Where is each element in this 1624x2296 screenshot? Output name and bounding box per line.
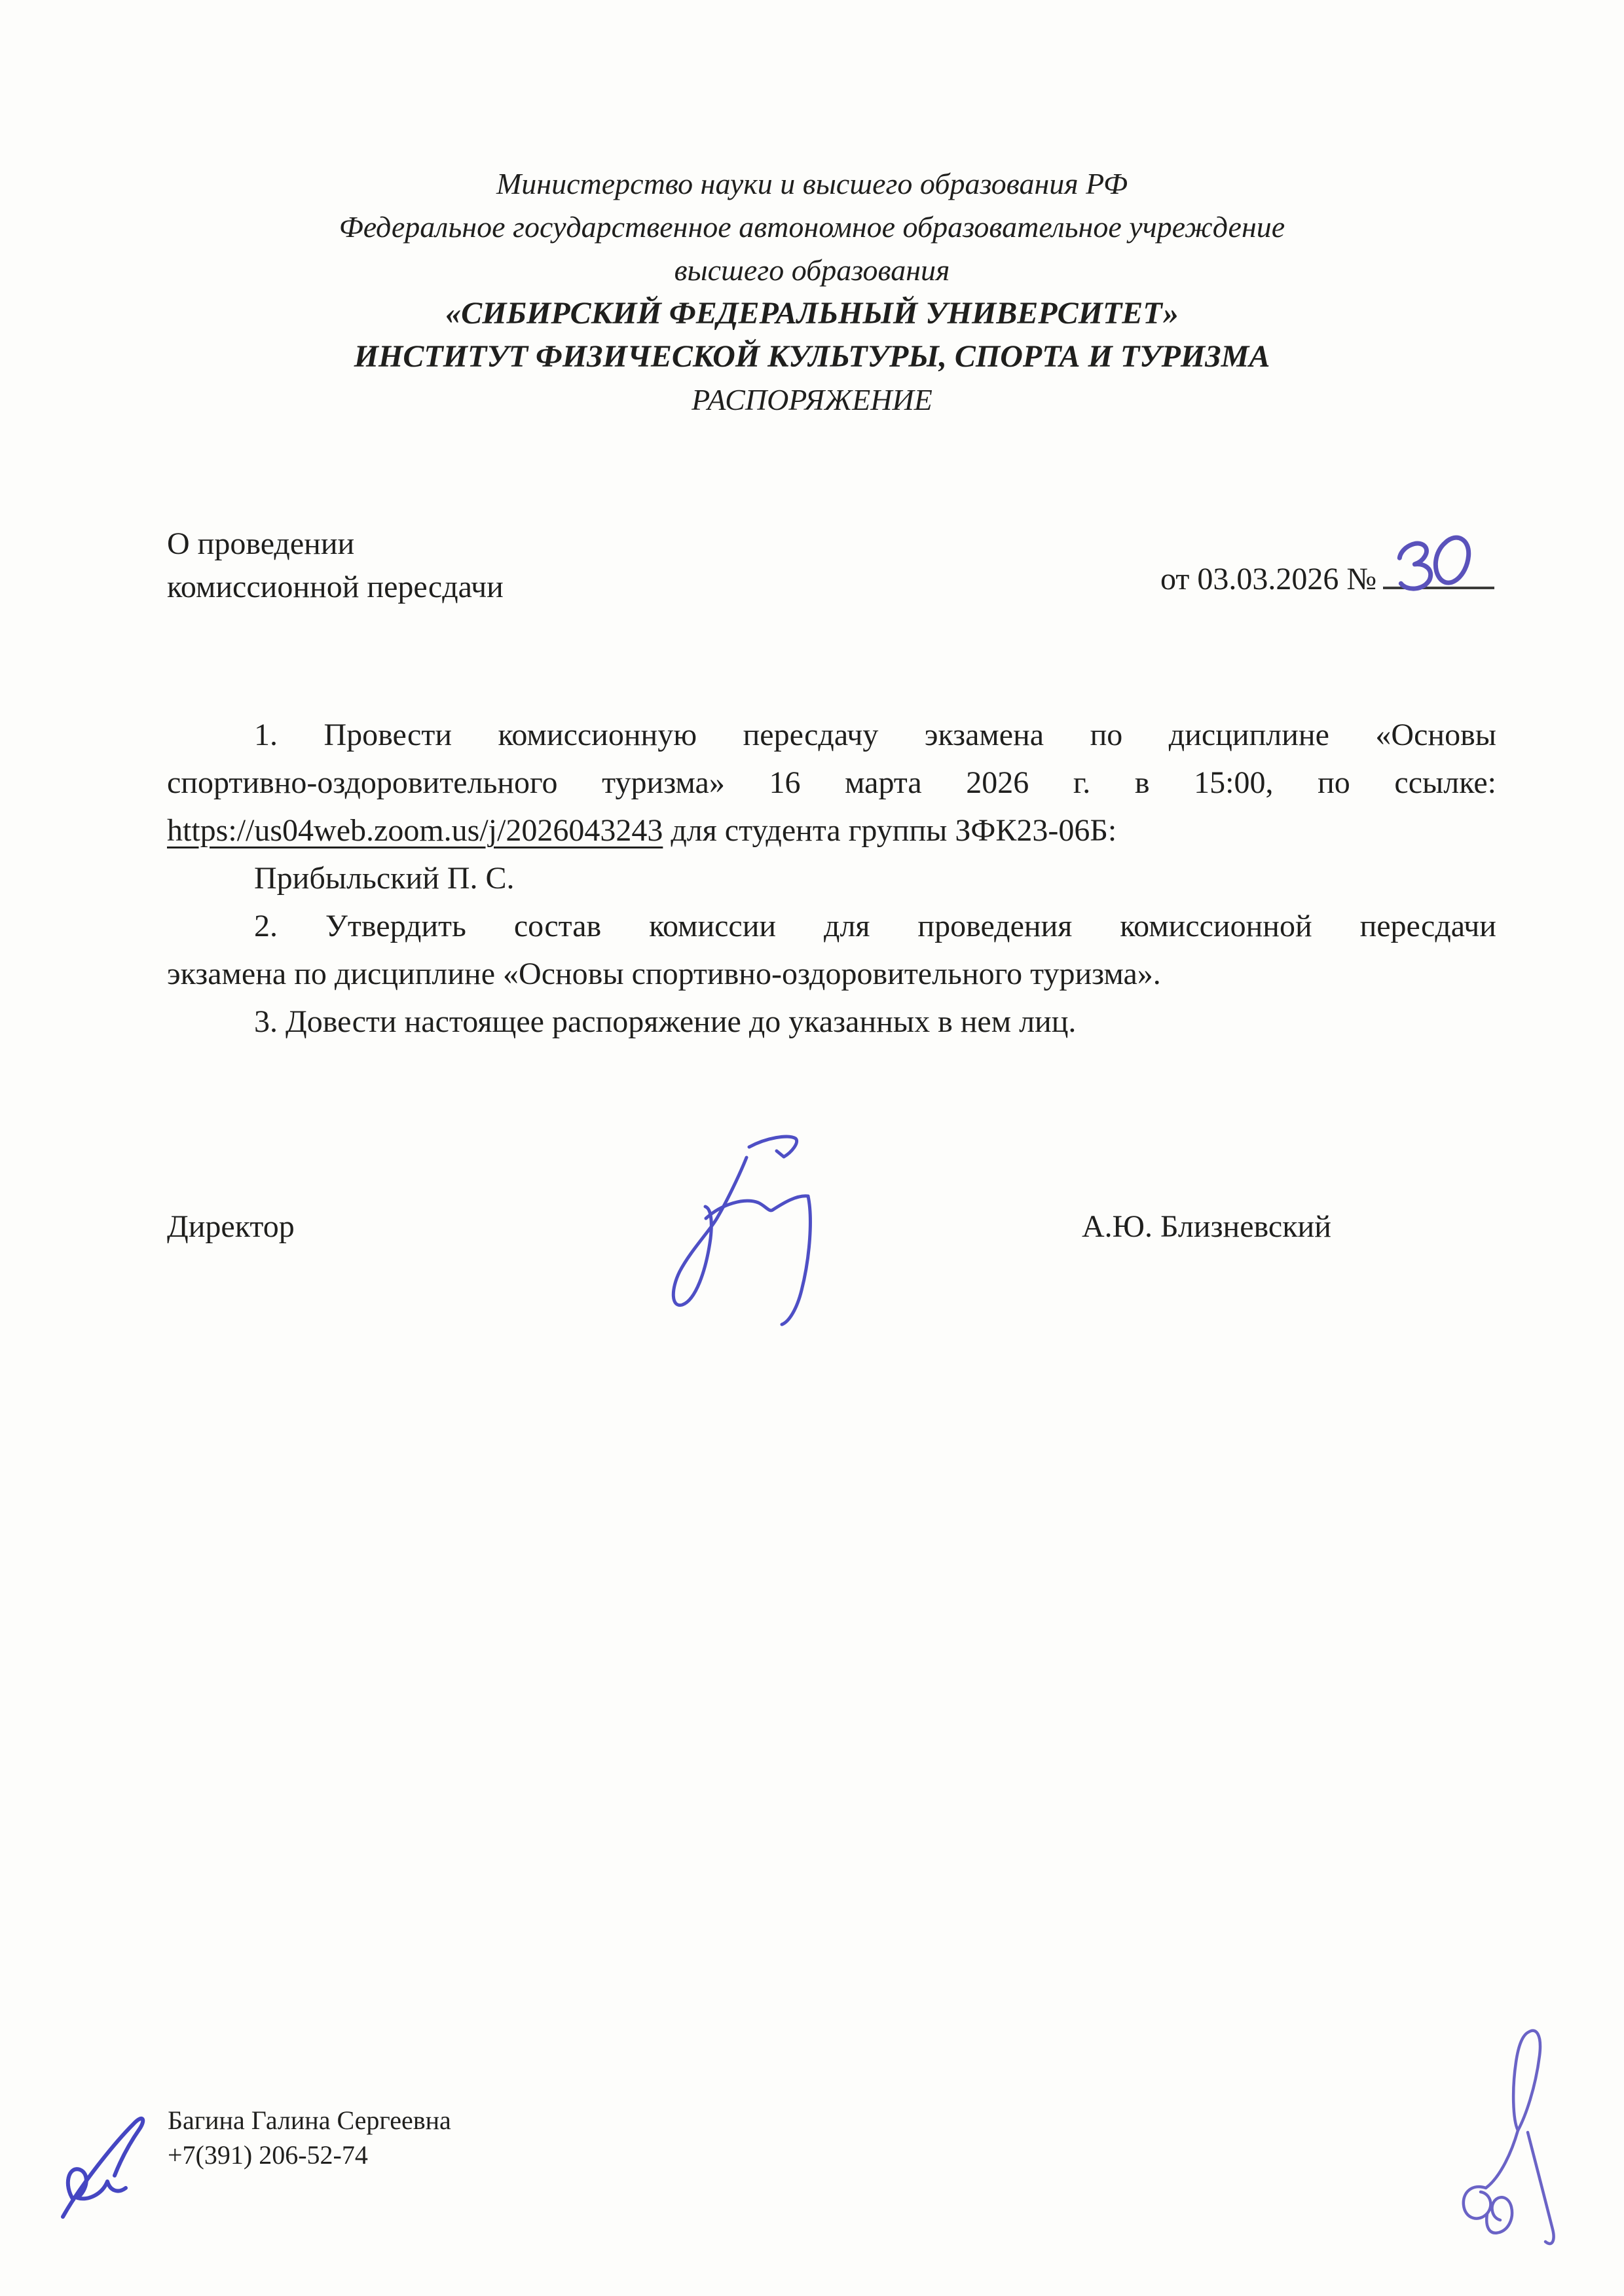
date-number-label: от 03.03.2026 № [1160, 562, 1377, 596]
body-line-7: 3. Довести настоящее распоряжение до указанных в нем лиц. [254, 1004, 1077, 1039]
student-name-line: Прибыльский П. С. [254, 861, 515, 896]
body-line-6: экзамена по дисциплине «Основы спортивно-оздоровительного туризма». [167, 957, 1161, 991]
subject-line-2: комиссионной пересдачи [167, 570, 504, 604]
executor-contact-block [168, 2103, 451, 2172]
registration-number-slot [1383, 554, 1494, 589]
institute-name: ИНСТИТУТ ФИЗИЧЕСКОЙ КУЛЬТУРЫ, СПОРТА И ТУРИЗМА [354, 339, 1270, 374]
body-line-2: спортивно-оздоровительного туризма» 16 марта 2026 г. в 15:00, по ссылке: [167, 765, 1496, 800]
letterhead [0, 162, 1624, 422]
executor-name: Багина Галина Сергеевна [168, 2105, 451, 2135]
body-line-1: 1. Провести комиссионную пересдачу экзамена по дисциплине «Основы [254, 718, 1496, 752]
university-name: «СИБИРСКИЙ ФЕДЕРАЛЬНЫЙ УНИВЕРСИТЕТ» [445, 296, 1179, 331]
executor-initials-icon [54, 2100, 149, 2228]
body-line-5: 2. Утвердить состав комиссии для проведения комиссионной пересдачи [254, 909, 1496, 943]
date-number-line [1160, 554, 1494, 599]
executor-phone: +7(391) 206-52-74 [168, 2140, 368, 2170]
subject-line-1: О проведении [167, 526, 355, 561]
education-level-line: высшего образования [674, 253, 950, 287]
director-signature-icon [660, 1133, 817, 1332]
subject-block [167, 522, 504, 609]
founder-line: Федеральное государственное автономное образовательное учреждение [339, 210, 1285, 244]
corner-flourish-signature-icon [1449, 2024, 1570, 2267]
zoom-meeting-link[interactable]: https://us04web.zoom.us/j/2026043243 [167, 813, 663, 848]
body-line-3-tail: для студента группы ЗФК23-06Б: [663, 813, 1117, 848]
body-line-3 [167, 807, 1496, 854]
body-text [167, 711, 1496, 1046]
handwritten-number-icon [1390, 529, 1488, 591]
signer-name: А.Ю. Близневский [1082, 1209, 1331, 1244]
document-type-title: РАСПОРЯЖЕНИЕ [692, 383, 932, 416]
ministry-line: Министерство науки и высшего образования РФ [496, 167, 1128, 200]
signer-position-title: Директор [167, 1209, 295, 1244]
